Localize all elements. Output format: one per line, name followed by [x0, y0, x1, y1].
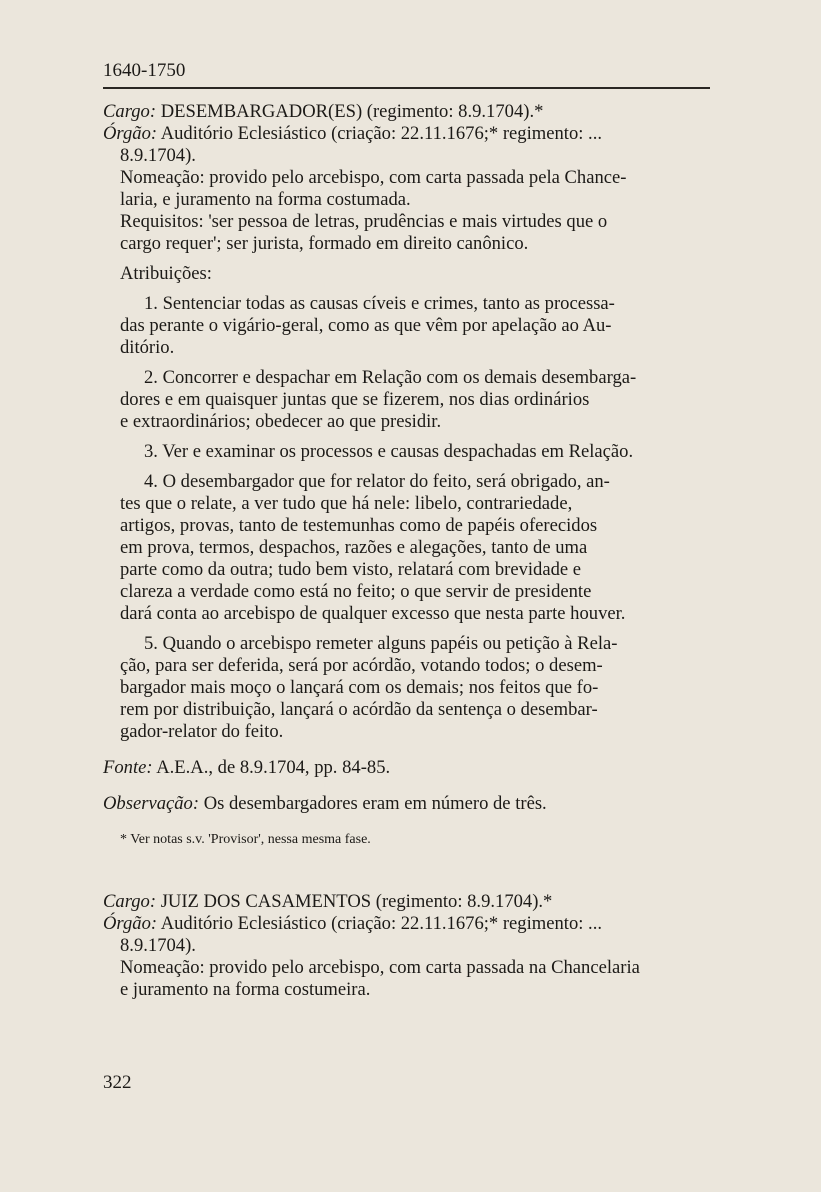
attribution-line: e extraordinários; obedecer ao que presidir.	[120, 411, 442, 432]
attribution-line: das perante o vigário-geral, como as que vêm por apelação ao Au-	[120, 315, 612, 336]
fonte-line	[103, 757, 710, 779]
observacao-value: Os desembargadores eram em número de três.	[203, 793, 547, 814]
orgao-label: Órgão:	[103, 913, 158, 934]
attribution-line: clareza a verdade como está no feito; o que servir de presidente	[120, 581, 592, 602]
attribution-line: 2. Concorrer e despachar em Relação com os demais desembarga-	[144, 367, 637, 388]
nomeacao-line-cont: e juramento na forma costumeira.	[120, 979, 371, 1000]
attribution-line: dará conta ao arcebispo de qualquer excesso que nesta parte houver.	[120, 603, 626, 624]
attribution-line: parte como da outra; tudo bem visto, relatará com brevidade e	[120, 559, 582, 580]
entry-desembargador	[103, 101, 710, 851]
cargo-line	[103, 101, 710, 123]
attribution-line: 5. Quando o arcebispo remeter alguns papéis ou petição à Rela-	[144, 633, 618, 654]
nomeacao-line-cont: laria, e juramento na forma costumada.	[120, 189, 411, 210]
attribution-line: em prova, termos, despachos, razões e alegações, tanto de uma	[120, 537, 588, 558]
attribution-line: 4. O desembargador que for relator do feito, será obrigado, an-	[144, 471, 610, 492]
orgao-label: Órgão:	[103, 123, 158, 144]
attribution-line: ção, para ser deferida, será por acórdão, votando todos; o desem-	[120, 655, 603, 676]
attribution-line: 1. Sentenciar todas as causas cíveis e crimes, tanto as processa-	[144, 293, 615, 314]
orgao-value: Auditório Eclesiástico (criação: 22.11.1676;* regimento: ...	[160, 123, 602, 144]
attribution-item-1	[103, 293, 710, 359]
orgao-line-cont: 8.9.1704).	[120, 145, 196, 166]
cargo-value: DESEMBARGADOR(ES) (regimento: 8.9.1704).*	[160, 101, 544, 122]
observacao-label: Observação:	[103, 793, 200, 814]
footnote: * Ver notas s.v. 'Provisor', nessa mesma fase.	[120, 832, 371, 847]
running-header: 1640-1750	[103, 60, 186, 81]
nomeacao-line: Nomeação: provido pelo arcebispo, com carta passada pela Chance-	[120, 167, 627, 188]
requisitos-line-cont: cargo requer'; ser jurista, formado em direito canônico.	[120, 233, 529, 254]
attribution-item-5	[103, 633, 710, 743]
attribution-line: dores e em quaisquer juntas que se fizerem, nos dias ordinários	[120, 389, 590, 410]
attribution-line: artigos, provas, tanto de testemunhas como de papéis oferecidos	[120, 515, 598, 536]
attribution-item-2	[103, 367, 710, 433]
cargo-line	[103, 891, 710, 913]
entry-juiz-casamentos	[103, 891, 710, 1001]
cargo-label: Cargo:	[103, 891, 157, 912]
orgao-line	[103, 913, 710, 935]
requisitos-line: Requisitos: 'ser pessoa de letras, prudências e mais virtudes que o	[120, 211, 608, 232]
attribution-item-3	[103, 441, 710, 463]
page-number: 322	[103, 1072, 132, 1093]
orgao-line	[103, 123, 710, 145]
attribution-line: rem por distribuição, lançará o acórdão da sentença o desembar-	[120, 699, 598, 720]
attribution-item-4	[103, 471, 710, 625]
attribution-line: 3. Ver e examinar os processos e causas despachadas em Relação.	[144, 441, 634, 462]
fonte-label: Fonte:	[103, 757, 153, 778]
attribution-line: bargador mais moço o lançará com os demais; nos feitos que fo-	[120, 677, 599, 698]
cargo-label: Cargo:	[103, 101, 157, 122]
fonte-value: A.E.A., de 8.9.1704, pp. 84-85.	[156, 757, 391, 778]
observacao-line	[103, 793, 710, 815]
attribution-line: gador-relator do feito.	[120, 721, 284, 742]
header-rule	[103, 87, 710, 89]
attribution-line: tes que o relate, a ver tudo que há nele: libelo, contrariedade,	[120, 493, 573, 514]
atribuicoes-label: Atribuições:	[120, 263, 212, 284]
attribution-line: ditório.	[120, 337, 175, 358]
orgao-line-cont: 8.9.1704).	[120, 935, 196, 956]
cargo-value: JUIZ DOS CASAMENTOS (regimento: 8.9.1704).*	[160, 891, 553, 912]
nomeacao-line: Nomeação: provido pelo arcebispo, com carta passada na Chancelaria	[120, 957, 640, 978]
page-body	[103, 101, 710, 1001]
orgao-value: Auditório Eclesiástico (criação: 22.11.1676;* regimento: ...	[160, 913, 602, 934]
